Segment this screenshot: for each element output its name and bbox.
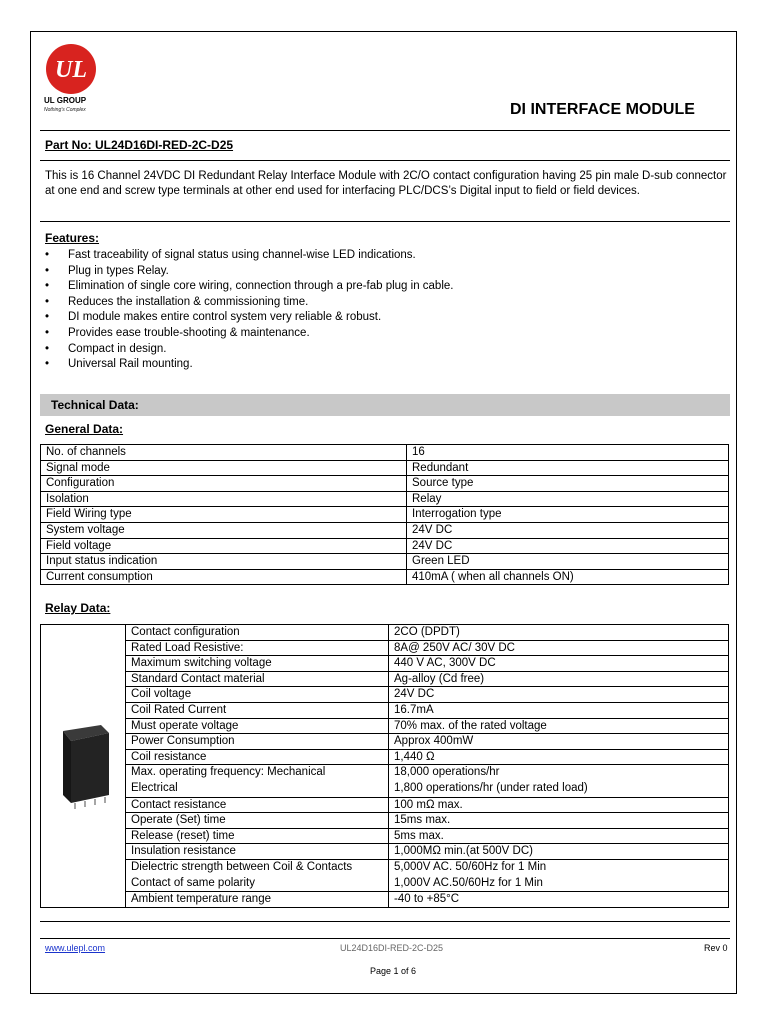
table-cell: Signal mode	[41, 460, 407, 476]
feature-text: Fast traceability of signal status using channel-wise LED indications.	[68, 249, 416, 261]
table-row	[41, 718, 729, 734]
table-cell: Coil resistance	[126, 749, 389, 765]
table-cell: Isolation	[41, 491, 407, 507]
feature-text: Reduces the installation & commissioning time.	[68, 295, 309, 308]
divider	[40, 221, 730, 222]
table-cell: System voltage	[41, 522, 407, 538]
table-cell	[126, 765, 389, 797]
features-heading: Features:	[45, 231, 100, 245]
table-cell: 24V DC	[407, 538, 729, 554]
table-cell: Redundant	[407, 460, 729, 476]
table-row	[41, 797, 729, 813]
table-cell: Contact resistance	[126, 797, 389, 813]
table-cell: Maximum switching voltage	[126, 656, 389, 672]
table-cell: 410mA ( when all channels ON)	[407, 569, 729, 585]
table-cell: Configuration	[41, 476, 407, 492]
list-item	[45, 357, 453, 373]
technical-data-heading: Technical Data:	[51, 398, 139, 412]
table-cell: Ambient temperature range	[126, 892, 389, 908]
part-number: Part No: UL24D16DI-RED-2C-D25	[45, 138, 234, 152]
table-cell: Contact configuration	[126, 625, 389, 641]
footer-revision: Rev 0	[704, 943, 728, 953]
relay-image	[53, 723, 113, 809]
table-row	[41, 554, 729, 570]
list-item	[45, 342, 453, 358]
table-row	[41, 569, 729, 585]
table-row	[41, 507, 729, 523]
relay-data-heading: Relay Data:	[45, 601, 111, 615]
divider	[40, 921, 730, 922]
logo-name: UL GROUP	[44, 96, 87, 105]
relay-data-table	[40, 624, 729, 908]
relay-side-face	[63, 731, 71, 803]
table-cell: Field Wiring type	[41, 507, 407, 523]
feature-text: Plug in types Relay.	[68, 264, 169, 277]
divider	[40, 130, 730, 131]
table-row	[41, 671, 729, 687]
logo-letters: UL	[55, 57, 87, 83]
ul-group-logo	[44, 44, 102, 118]
table-row	[41, 828, 729, 844]
list-item	[45, 279, 453, 295]
table-cell: Coil voltage	[126, 687, 389, 703]
general-data-heading: General Data:	[45, 422, 124, 436]
logo-tagline: Nothing's Complex	[44, 107, 86, 113]
table-cell: 440 V AC, 300V DC	[389, 656, 729, 672]
table-row	[41, 538, 729, 554]
table-row	[41, 656, 729, 672]
feature-text: Compact in design.	[68, 342, 167, 355]
cell-line: Contact of same polarity	[131, 876, 256, 889]
table-cell: 1,000MΩ min.(at 500V DC)	[389, 844, 729, 860]
table-cell	[389, 859, 729, 891]
bullet: •	[45, 295, 50, 308]
bullet: •	[45, 326, 50, 339]
table-row	[41, 702, 729, 718]
table-row	[41, 445, 729, 461]
table-cell: 2CO (DPDT)	[389, 625, 729, 641]
table-row	[41, 687, 729, 703]
cell-line: Electrical	[131, 781, 178, 794]
table-cell: Green LED	[407, 554, 729, 570]
table-cell: Current consumption	[41, 569, 407, 585]
table-row	[41, 625, 729, 641]
table-cell: 15ms max.	[389, 813, 729, 829]
cell-line: 1,800 operations/hr (under rated load)	[394, 781, 588, 794]
table-row	[41, 734, 729, 750]
cell-line: Max. operating frequency: Mechanical	[131, 766, 326, 779]
table-row	[41, 813, 729, 829]
table-cell: Rated Load Resistive:	[126, 640, 389, 656]
table-cell: 16.7mA	[389, 702, 729, 718]
table-cell: 16	[407, 445, 729, 461]
list-item	[45, 326, 453, 342]
list-item	[45, 310, 453, 326]
table-cell: Ag-alloy (Cd free)	[389, 671, 729, 687]
table-row	[41, 765, 729, 797]
table-cell: Insulation resistance	[126, 844, 389, 860]
table-row	[41, 522, 729, 538]
table-cell: Coil Rated Current	[126, 702, 389, 718]
table-cell: Operate (Set) time	[126, 813, 389, 829]
general-data-table	[40, 444, 729, 585]
feature-text: Provides ease trouble-shooting & maintenance.	[68, 326, 310, 339]
list-item	[45, 248, 453, 264]
footer-part-code: UL24D16DI-RED-2C-D25	[340, 943, 444, 953]
divider	[40, 160, 730, 161]
table-cell: 1,440 Ω	[389, 749, 729, 765]
table-row	[41, 859, 729, 891]
bullet: •	[45, 249, 50, 261]
table-cell	[126, 859, 389, 891]
website-link[interactable]: www.ulepl.com	[45, 943, 106, 953]
table-cell: 100 mΩ max.	[389, 797, 729, 813]
table-cell: -40 to +85°C	[389, 892, 729, 908]
table-cell: Interrogation type	[407, 507, 729, 523]
table-cell: 8A@ 250V AC/ 30V DC	[389, 640, 729, 656]
table-row	[41, 476, 729, 492]
bullet: •	[45, 280, 50, 293]
table-cell: Must operate voltage	[126, 718, 389, 734]
relay-front-face	[71, 733, 109, 803]
table-cell: 24V DC	[389, 687, 729, 703]
table-cell: 70% max. of the rated voltage	[389, 718, 729, 734]
table-cell: Standard Contact material	[126, 671, 389, 687]
table-row	[41, 491, 729, 507]
bullet: •	[45, 264, 50, 277]
table-cell: Field voltage	[41, 538, 407, 554]
relay-image-cell	[41, 625, 126, 908]
bullet: •	[45, 358, 50, 371]
table-row	[41, 460, 729, 476]
table-cell: No. of channels	[41, 445, 407, 461]
cell-line: Dielectric strength between Coil & Contacts	[131, 860, 353, 873]
table-cell: Approx 400mW	[389, 734, 729, 750]
table-cell: 5ms max.	[389, 828, 729, 844]
list-item	[45, 295, 453, 311]
table-cell	[389, 765, 729, 797]
cell-line: 1,000V AC.50/60Hz for 1 Min	[394, 876, 543, 889]
feature-text: Universal Rail mounting.	[68, 358, 193, 371]
technical-data-bar	[40, 394, 730, 416]
bullet: •	[45, 311, 50, 324]
bullet: •	[45, 342, 50, 355]
table-row	[41, 749, 729, 765]
table-cell: Source type	[407, 476, 729, 492]
cell-line: 5,000V AC. 50/60Hz for 1 Min	[394, 860, 547, 873]
document-title: DI INTERFACE MODULE	[510, 101, 695, 118]
list-item	[45, 264, 453, 280]
feature-text: Elimination of single core wiring, connection through a pre-fab plug in cable.	[68, 280, 454, 293]
table-cell: 24V DC	[407, 522, 729, 538]
footer-divider	[40, 938, 730, 939]
table-row	[41, 892, 729, 908]
page-number: Page 1 of 6	[370, 966, 417, 976]
logo-ul-mark-icon	[46, 44, 96, 94]
features-list	[45, 248, 453, 373]
table-row	[41, 640, 729, 656]
intro-paragraph: This is 16 Channel 24VDC DI Redundant Relay Interface Module with 2C/O contact configuration having 25 pin male D-sub connector at one end and screw type terminals at other end used for interfacing PLC/DCS’s Digital input to field or field devices.	[45, 170, 727, 197]
table-cell: Input status indication	[41, 554, 407, 570]
table-cell: Relay	[407, 491, 729, 507]
table-cell: Release (reset) time	[126, 828, 389, 844]
table-row	[41, 844, 729, 860]
cell-line: 18,000 operations/hr	[394, 766, 500, 779]
table-cell: Power Consumption	[126, 734, 389, 750]
feature-text: DI module makes entire control system very reliable & robust.	[68, 311, 382, 324]
